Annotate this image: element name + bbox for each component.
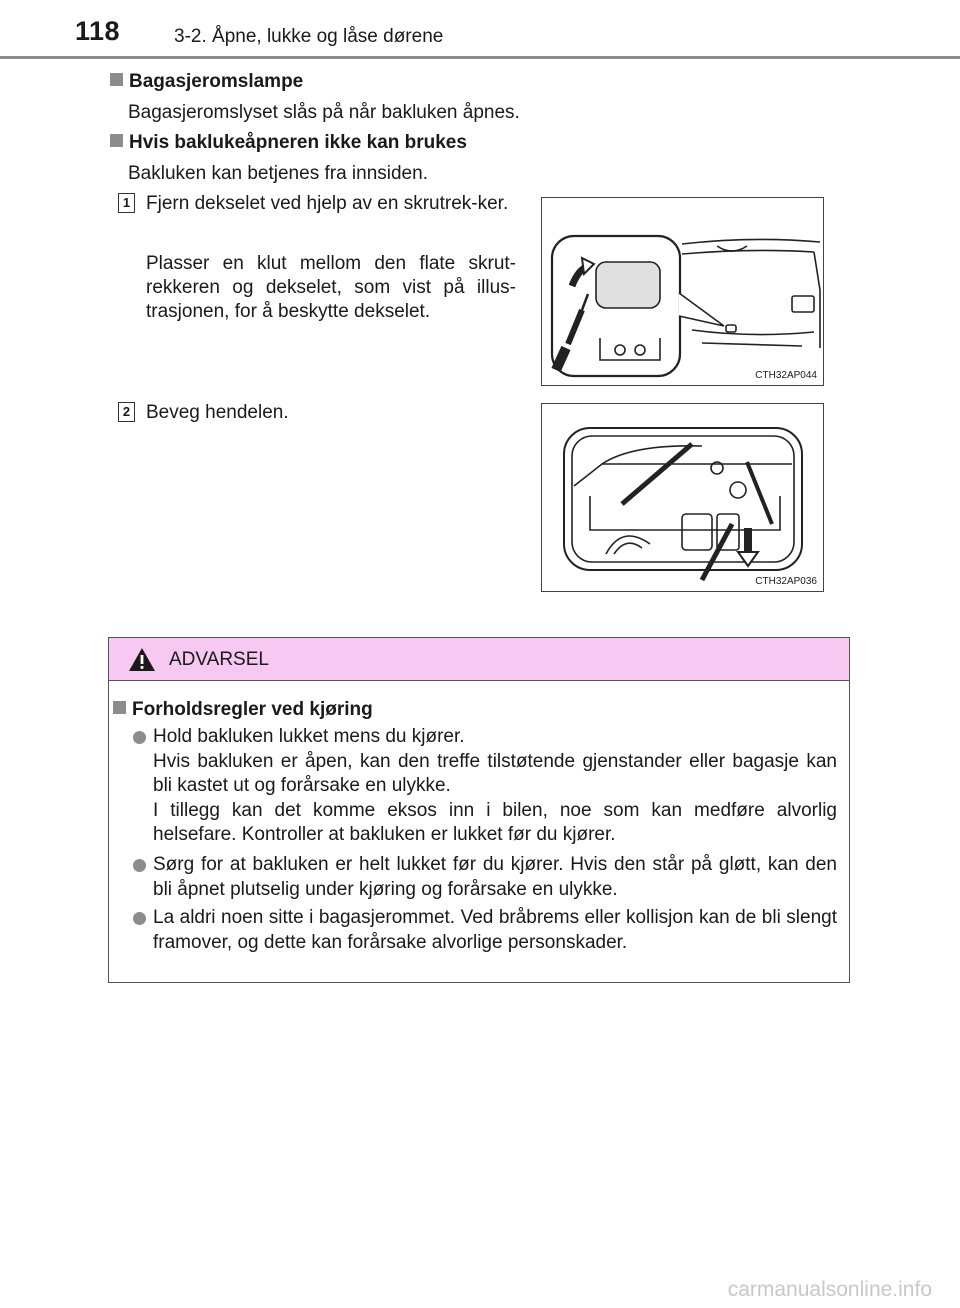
warning-item-1: Hold bakluken lukket mens du kjører. Hvis bakluken er åpen, kan den treffe tilstøtende gjenstander eller bagasje kan bli kastet ut og forårsake en ulykke. I tillegg kan det komme eksos inn i bilen, noe som kan medføre alvorlig helsefare. Kontroller at bakluken er lukket før du kjører. — [153, 726, 837, 845]
section-heading-lamp — [110, 71, 303, 93]
watermark: carmanualsonline.info — [727, 1278, 932, 1301]
section-text-opener: Bakluken kan betjenes fra innsiden. — [128, 163, 428, 184]
square-bullet-icon — [110, 134, 123, 147]
warning-item-2: Sørg for at bakluken er helt lukket før du kjører. Hvis den står på gløtt, kan den bli åpnet plutselig under kjøring og forårsake en ulykke. — [153, 854, 837, 900]
figure-1-code: CTH32AP044 — [755, 370, 817, 381]
chapter-title: 3-2. Åpne, lukke og låse dørene — [174, 26, 444, 47]
section-title: Hvis baklukeåpneren ikke kan brukes — [129, 132, 467, 153]
header-rule — [0, 56, 960, 59]
figure-2-code: CTH32AP036 — [755, 576, 817, 587]
figure-1-drawing — [542, 198, 823, 385]
step-number-2: 2 — [118, 402, 135, 422]
warning-subtitle-text: Forholdsregler ved kjøring — [132, 699, 373, 720]
warning-subtitle — [113, 699, 373, 721]
page-number: 118 — [75, 16, 121, 46]
section-title: Bagasjeromslampe — [129, 71, 304, 92]
warning-triangle-icon — [127, 646, 157, 673]
round-bullet-icon — [133, 912, 146, 925]
warning-item-3: La aldri noen sitte i bagasjerommet. Ved bråbrems eller kollisjon kan de bli slengt framover, og dette kan forårsake alvorlige personskader. — [153, 907, 837, 953]
step-number-1: 1 — [118, 193, 135, 213]
step-1-note: Plasser en klut mellom den flate skrut-rekkeren og dekselet, som vist på illus-trasjonen, for å beskytte dekselet. — [146, 253, 516, 322]
figure-2-drawing — [542, 404, 823, 591]
warning-label: ADVARSEL — [169, 649, 269, 670]
step-2-text: Beveg hendelen. — [146, 402, 289, 423]
warning-header — [109, 638, 849, 681]
square-bullet-icon — [113, 701, 126, 714]
section-heading-opener — [110, 132, 467, 154]
square-bullet-icon — [110, 73, 123, 86]
round-bullet-icon — [133, 859, 146, 872]
section-text-lamp: Bagasjeromslyset slås på når bakluken åpnes. — [128, 102, 520, 123]
figure-1 — [541, 197, 824, 386]
step-1-text: Fjern dekselet ved hjelp av en skrutrek-ker. — [146, 193, 509, 214]
warning-box — [108, 637, 850, 983]
figure-2 — [541, 403, 824, 592]
round-bullet-icon — [133, 731, 146, 744]
